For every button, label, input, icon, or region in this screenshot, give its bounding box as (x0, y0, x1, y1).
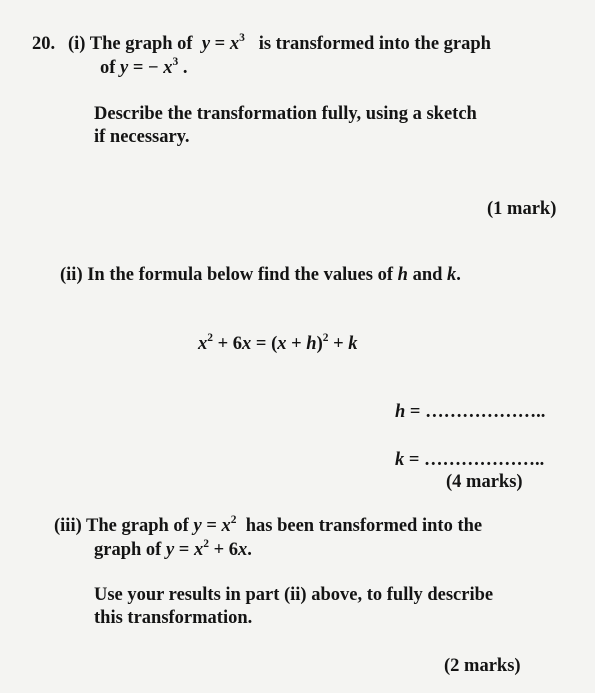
part-i-equation-1: $y = x^3$ (201, 31, 245, 54)
part-iii-equation-2: $y = x^2 + 6x$. (165, 537, 252, 560)
part-ii-formula: $x^2 + 6x = (x + h)^2 + k$ (198, 331, 358, 354)
part-i-text-a: The graph of (89, 34, 193, 54)
part-ii-label: (ii) (60, 265, 83, 285)
k-label: k (395, 450, 405, 470)
part-i-text-b: is transformed into the graph (258, 34, 491, 54)
part-i-marks: (1 mark) (487, 199, 557, 219)
h-label: h (395, 402, 406, 422)
part-ii-line: (ii) In the formula below find the values of h and k. (60, 265, 461, 285)
part-iii-text-b: has been transformed into the (245, 516, 483, 536)
part-iii-marks: (2 marks) (444, 656, 521, 676)
part-ii-var-k: k (447, 265, 457, 285)
part-ii-marks: (4 marks) (446, 472, 523, 492)
part-i-line-1 (68, 33, 491, 55)
part-i-instruction-line-2: if necessary. (94, 127, 190, 147)
part-iii-equation-1: $y = x^2$ (193, 513, 237, 536)
part-ii-var-h: h (397, 265, 408, 285)
part-i-text-c: of (100, 58, 116, 78)
h-answer-blank[interactable]: = ……………….. (405, 402, 546, 422)
part-iii-text-a: The graph of (86, 516, 189, 536)
part-i-instruction-line-1: Describe the transformation fully, using a sketch (94, 104, 477, 124)
part-iii-label: (iii) (54, 516, 82, 536)
part-iii-instruction-line-1: Use your results in part (ii) above, to fully describe (94, 585, 494, 605)
part-iii-line-1 (54, 515, 482, 537)
part-i-label: (i) (68, 34, 86, 54)
part-iii-line-2 (94, 539, 252, 561)
question-number-text: 20. (32, 34, 56, 54)
part-ii-text-a: In the formula below find the values of (87, 265, 394, 285)
h-answer-line (395, 401, 545, 423)
part-iii-text-c: graph of (94, 540, 162, 560)
part-i-line-2 (100, 57, 187, 79)
k-answer-line (395, 449, 544, 471)
part-i-equation-2: y = − $x^3$ . (120, 55, 188, 78)
part-ii-text-and: and (412, 265, 443, 285)
part-iii-instruction-line-2: this transformation. (94, 608, 253, 628)
k-answer-blank[interactable]: = ……………….. (404, 450, 545, 470)
question-number (32, 33, 55, 55)
